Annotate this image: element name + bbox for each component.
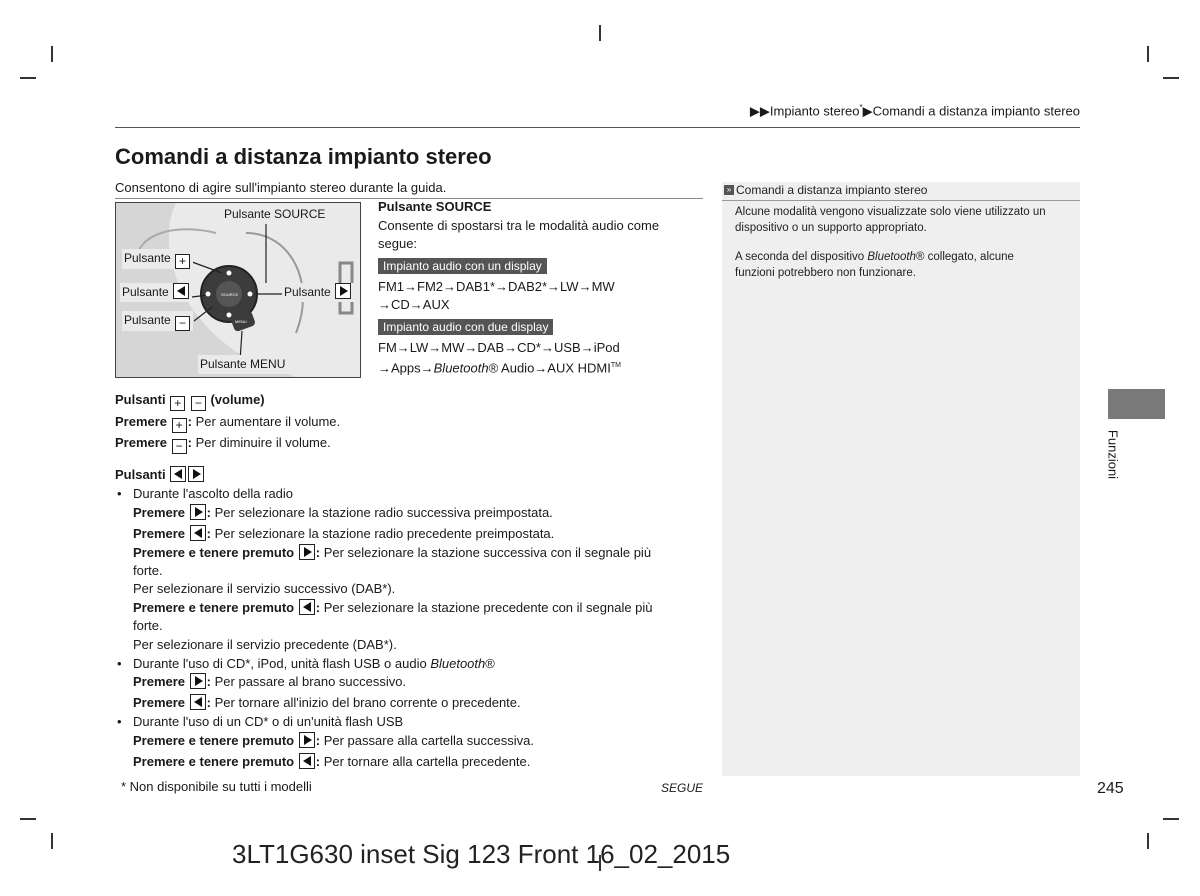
volume-plus-line: Premere + : Per aumentare il volume. [115,414,341,432]
page-number: 245 [1097,780,1124,797]
plus-icon: + [170,396,185,411]
figure-label-source: Pulsante SOURCE [222,205,327,224]
sidebar-p1-2: dispositivo o un supporto appropriato. [735,222,927,234]
left-arrow-icon [170,466,186,482]
intro-text: Consentono di agire sull'impianto stereo durante la guida. [115,180,447,195]
bullet-radio: • Durante l'ascolto della radio [133,484,293,503]
continues-label: SEGUE [661,781,704,795]
right-arrow-icon [188,466,204,482]
crop-mark [51,833,53,849]
plus-icon: + [172,418,187,433]
left-arrow-icon [173,283,189,299]
breadcrumb-item: Comandi a distanza impianto stereo [872,103,1080,119]
sidebar-p1-1: Alcune modalità vengono visualizzate solo viene utilizzato un [735,206,1046,218]
crop-mark [599,25,601,41]
arrows-line: Premere e tenere premuto : Per selezionare la stazione successiva con il segnale più [133,545,652,560]
figure-label-plus: Pulsante + [122,249,193,269]
sequence-two-display-2: →Apps→Bluetooth® Audio→AUX HDMI™ [378,360,621,376]
arrows-line: Premere : Per selezionare la stazione radio precedente preimpostata. [133,526,555,541]
arrows-line: Premere : Per tornare all'inizio del brano corrente o precedente. [133,695,521,710]
right-arrow-icon [190,504,206,520]
figure-label-minus: Pulsante − [122,311,193,331]
left-arrow-icon [299,599,315,615]
minus-icon: − [172,439,187,454]
left-arrow-icon [190,694,206,710]
footnote: * Non disponibile su tutti i modelli [121,779,312,794]
sequence-one-display-2: →CD→AUX [378,297,450,312]
sidebar-p2-1: A seconda del dispositivo Bluetooth® collegato, alcune [735,251,1014,263]
plus-icon: + [175,254,190,269]
figure-label-right: Pulsante [282,283,354,302]
arrows-line: forte. [133,563,163,578]
figure-label-menu: Pulsante MENU [198,355,287,374]
sidebar-note [722,182,1080,776]
arrows-line: Per selezionare il servizio successivo (DAB*). [133,581,396,596]
arrows-line: forte. [133,618,163,633]
arrows-line: Premere : Per passare al brano successivo. [133,674,407,689]
arrows-line: Premere e tenere premuto : Per tornare alla cartella precedente. [133,754,531,769]
arrows-line: Per selezionare il servizio precedente (DAB*). [133,637,397,652]
crop-mark [1163,818,1179,820]
sidebar-title: Comandi a distanza impianto stereo [736,183,928,197]
sequence-two-display-1: FM→LW→MW→DAB→CD*→USB→iPod [378,340,620,355]
tag-one-display: Impianto audio con un display [378,258,547,274]
note-icon: » [724,185,734,195]
bullet-cd: • Durante l'uso di CD*, iPod, unità flash USB o audio Bluetooth® [133,654,495,673]
minus-icon: − [175,316,190,331]
source-desc-2: segue: [378,236,418,251]
left-arrow-icon [299,753,315,769]
steering-wheel-figure [115,202,361,378]
crop-mark [1163,77,1179,79]
crop-mark [1147,46,1149,62]
print-slug: 3LT1G630 inset Sig 123 Front 16_02_2015 [232,839,731,869]
arrows-line: Premere e tenere premuto : Per selezionare la stazione precedente con il segnale più [133,600,653,615]
chapter-tab-label: Funzioni [1105,429,1121,480]
arrows-heading: Pulsanti [115,465,205,484]
chapter-tab-marker [1108,389,1165,419]
page-title: Comandi a distanza impianto stereo [115,144,492,169]
right-arrow-icon [299,544,315,560]
sidebar-title-bar [722,182,1080,201]
breadcrumb-arrow-icon: ▶ [862,103,873,119]
volume-heading: Pulsanti + − (volume) [115,392,265,410]
sidebar-p2-2: funzioni potrebbero non funzionare. [735,267,916,279]
bullet-folder: • Durante l'uso di un CD* o di un'unità flash USB [133,712,403,731]
volume-minus-line: Premere − : Per diminuire il volume. [115,435,331,453]
right-arrow-icon [190,673,206,689]
arrows-line: Premere : Per selezionare la stazione radio successiva preimpostata. [133,505,553,520]
crop-mark [20,818,36,820]
source-desc-1: Consente di spostarsi tra le modalità audio come [378,218,660,233]
minus-icon: − [191,396,206,411]
breadcrumb-arrow-icon: ▶▶ [749,103,770,119]
arrows-line: Premere e tenere premuto : Per passare alla cartella successiva. [133,733,534,748]
source-key-text: SOURCE [221,292,239,297]
breadcrumb-item: Impianto stereo [769,103,860,119]
right-arrow-icon [299,732,315,748]
crop-mark [20,77,36,79]
crop-mark [1147,833,1149,849]
right-arrow-icon [335,283,351,299]
crop-mark [51,46,53,62]
menu-key-text: MENU [235,319,247,324]
header-rule [115,127,1080,128]
source-heading: Pulsante SOURCE [378,199,492,214]
sequence-one-display-1: FM1→FM2→DAB1*→DAB2*→LW→MW [378,279,615,294]
left-arrow-icon [190,525,206,541]
tag-two-display: Impianto audio con due display [378,319,553,335]
figure-label-left: Pulsante [120,283,192,302]
breadcrumb: ▶▶Impianto stereo*▶Comandi a distanza impianto stereo [749,103,1080,119]
